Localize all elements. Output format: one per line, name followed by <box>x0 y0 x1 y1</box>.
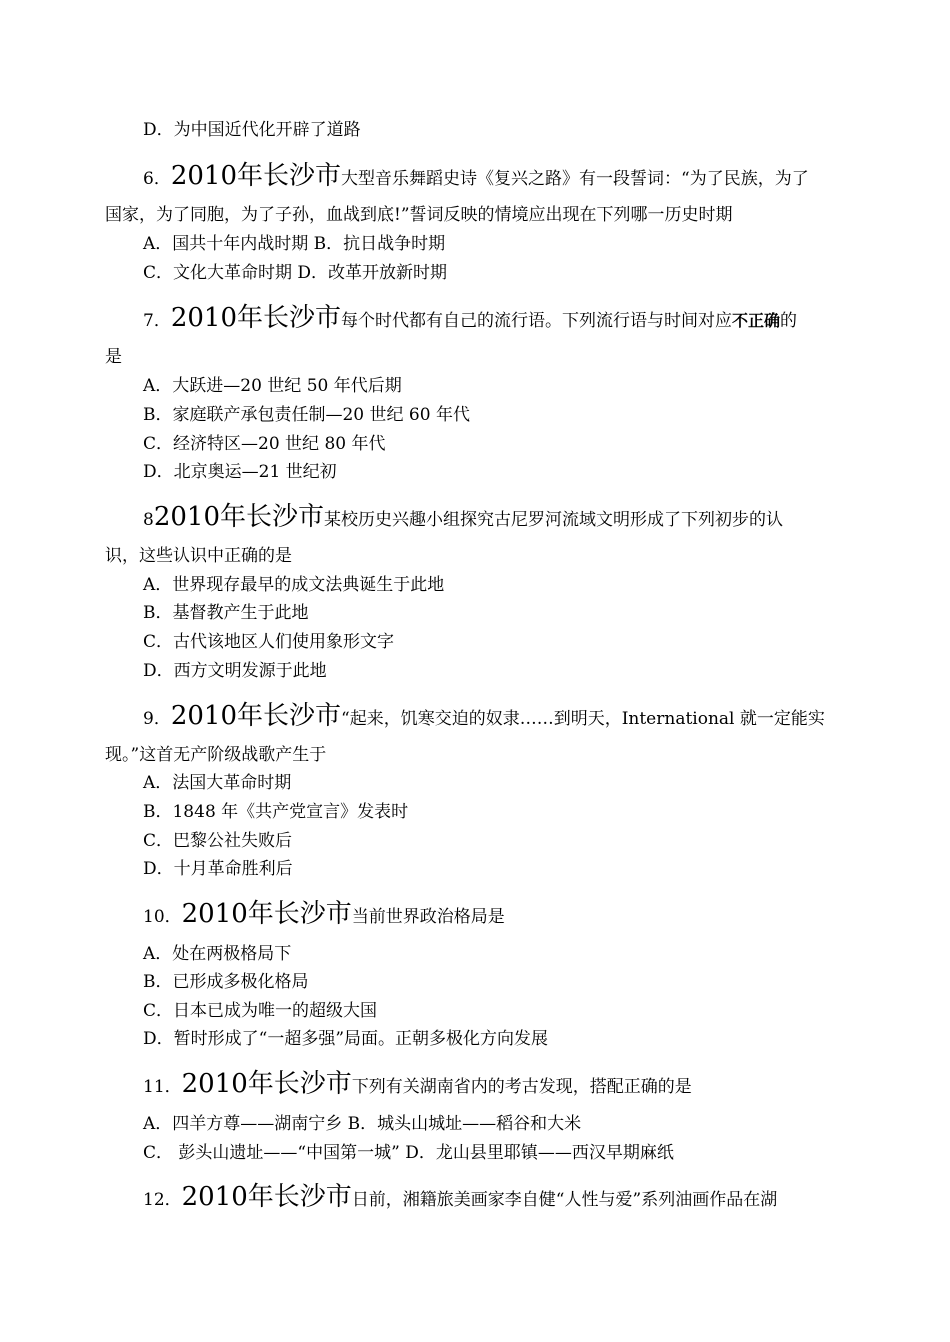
q12-stem-line1 <box>143 1179 847 1215</box>
q9-stem-line1 <box>143 698 847 734</box>
q11-stem-text1: 下列有关湖南省内的考古发现，搭配正确的是 <box>351 1077 692 1097</box>
q7-emphasis: 不正确 <box>732 311 781 330</box>
q9-stem-text1: “起来，饥寒交迫的奴隶……到明天，International 就一定能实 <box>341 709 825 729</box>
q11-stem-line1 <box>143 1066 847 1102</box>
q9-option-d: D．十月革命胜利后 <box>143 859 293 879</box>
q8-stem-line1 <box>143 499 847 535</box>
q8-stem-text1: 某校历史兴趣小组探究古尼罗河流域文明形成了下列初步的认 <box>324 510 783 530</box>
q11-options-ab: A．四羊方尊——湖南宁乡 B．城头山城址——稻谷和大米 <box>143 1114 582 1134</box>
q6-options-cd: C．文化大革命时期 D．改革开放新时期 <box>143 263 448 283</box>
q6-options-ab: A．国共十年内战时期 B．抗日战争时期 <box>143 234 446 254</box>
q12-source-tag: 2010年长沙市 <box>181 1182 352 1212</box>
q8-source-tag: 2010年长沙市 <box>153 502 324 532</box>
q10-stem-text1: 当前世界政治格局是 <box>351 907 505 927</box>
q5-option-d: D．为中国近代化开辟了道路 <box>143 120 361 140</box>
q8-option-b: B．基督教产生于此地 <box>143 603 309 623</box>
q9-source-tag: 2010年长沙市 <box>170 701 341 731</box>
q10-option-a: A．处在两极格局下 <box>143 944 292 964</box>
q11-options-cd: C． 彭头山遗址——“中国第一城” D．龙山县里耶镇——西汉早期麻纸 <box>143 1143 674 1163</box>
q12-stem-text1: 日前，湘籍旅美画家李自健“人性与爱”系列油画作品在湖 <box>351 1190 778 1210</box>
q8-number: 8 <box>143 510 154 530</box>
q9-option-c: C．巴黎公社失败后 <box>143 831 293 851</box>
q10-source-tag: 2010年长沙市 <box>181 899 352 929</box>
q9-stem-line2: 现。”这首无产阶级战歌产生于 <box>105 745 327 765</box>
q9-number: 9． <box>143 709 171 729</box>
q7-stem-line2: 是 <box>105 347 122 367</box>
q7-option-a: A．大跃进—20 世纪 50 年代后期 <box>143 376 402 396</box>
q10-number: 10． <box>143 907 182 927</box>
q8-stem-line2: 识，这些认识中正确的是 <box>105 546 292 566</box>
q6-number: 6． <box>143 169 171 189</box>
q11-source-tag: 2010年长沙市 <box>181 1069 352 1099</box>
q10-option-d: D．暂时形成了“一超多强”局面。正朝多极化方向发展 <box>143 1029 549 1049</box>
q8-option-c: C．古代该地区人们使用象形文字 <box>143 632 395 652</box>
q10-option-c: C．日本已成为唯一的超级大国 <box>143 1001 378 1021</box>
q6-stem-line2: 国家，为了同胞，为了子孙，血战到底!”誓词反映的情境应出现在下列哪一历史时期 <box>105 205 733 225</box>
q9-option-b: B．1848 年《共产党宣言》发表时 <box>143 802 409 822</box>
q7-option-b: B．家庭联产承包责任制—20 世纪 60 年代 <box>143 405 470 425</box>
q8-option-d: D．西方文明发源于此地 <box>143 661 327 681</box>
q10-stem-line1 <box>143 896 847 932</box>
q7-stem-line1 <box>143 300 847 336</box>
q12-number: 12． <box>143 1190 182 1210</box>
q8-option-a: A．世界现存最早的成文法典诞生于此地 <box>143 575 445 595</box>
q7-source-tag: 2010年长沙市 <box>170 303 341 333</box>
q6-source-tag: 2010年长沙市 <box>170 161 341 191</box>
q10-option-b: B．已形成多极化格局 <box>143 972 309 992</box>
q9-option-a: A．法国大革命时期 <box>143 773 292 793</box>
q6-stem-text1: 大型音乐舞蹈史诗《复兴之路》有一段誓词：“为了民族，为了 <box>341 169 809 189</box>
q6-stem-line1 <box>143 158 847 194</box>
q7-stem-text1a: 每个时代都有自己的流行语。下列流行语与时间对应 <box>341 311 732 331</box>
q7-stem-text1c: 的 <box>780 311 798 331</box>
q11-number: 11． <box>143 1077 182 1097</box>
q7-number: 7． <box>143 311 171 331</box>
q7-option-d: D．北京奥运—21 世纪初 <box>143 462 337 482</box>
q7-option-c: C．经济特区—20 世纪 80 年代 <box>143 434 386 454</box>
